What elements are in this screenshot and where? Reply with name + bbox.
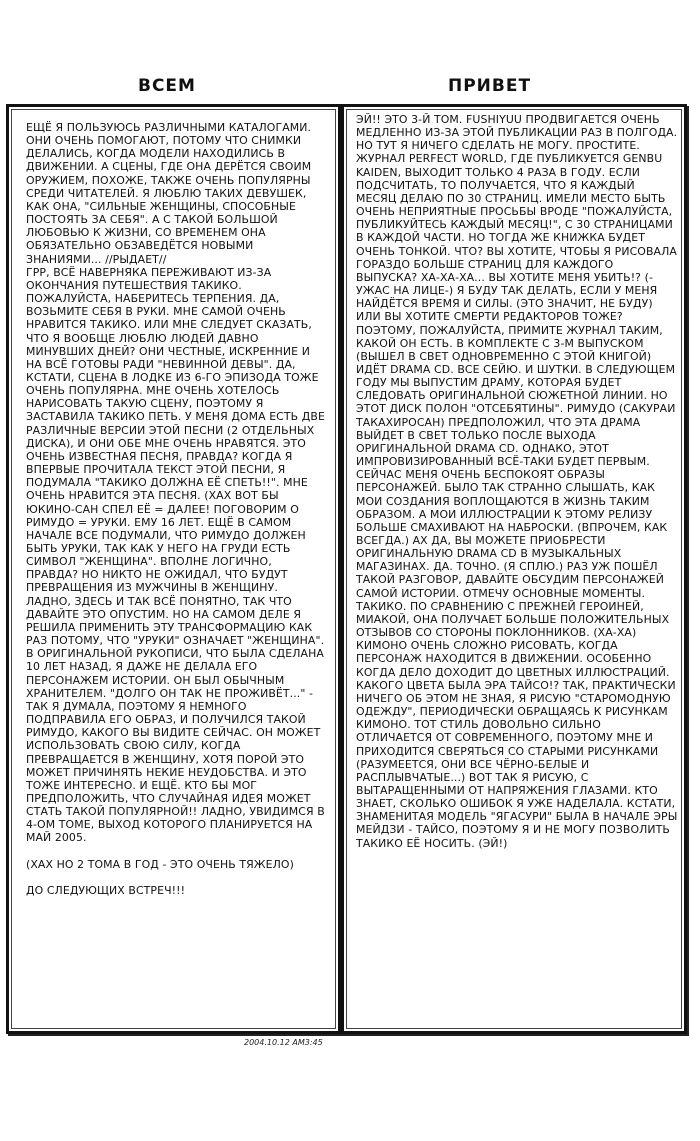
left-heading: ВСЕМ bbox=[138, 76, 196, 96]
left-paragraph-2: ГРР, ВСЁ НАВЕРНЯКА ПЕРЕЖИВАЮТ ИЗ-ЗА ОКОНЧАНИЯ ПУТЕШЕСТВИЯ ТАКИКО. ПОЖАЛУЙСТА, НАБЕРИТЕСЬ ТЕРПЕНИЯ. ДА, ВОЗЬМИТЕ СЕБЯ В РУКИ. МНЕ САМОЙ ОЧЕНЬ НРАВИТСЯ ТАКИКО. ИЛИ МНЕ СЛЕДУЕТ СКАЗАТЬ, ЧТО Я ВООБЩЕ ЛЮБЛЮ ЛЮДЕЙ ДАВНО МИНУВШИХ ДНЕЙ? ОНИ ЧЕСТНЫЕ, ИСКРЕННИЕ И НА ВСЁ ГОТОВЫ РАДИ "НЕВИННОЙ ДЕВЫ". ДА, КСТАТИ, СЦЕНА В ЛОДКЕ ИЗ 6-ГО ЭПИЗОДА ТОЖЕ ОЧЕНЬ ПОПУЛЯРНА. МНЕ ОЧЕНЬ ХОТЕЛОСЬ НАРИСОВАТЬ ТАКУЮ СЦЕНУ, ПОЭТОМУ Я ЗАСТАВИЛА ТАКИКО ПЕТЬ. У МЕНЯ ДОМА ЕСТЬ ДВЕ РАЗЛИЧНЫЕ ВЕРСИИ ЭТОЙ ПЕСНИ (2 ОТДЕЛЬНЫХ ДИСКА), И ОНИ ОБЕ МНЕ ОЧЕНЬ НРАВЯТСЯ. ЭТО ОЧЕНЬ ИЗВЕСТНАЯ ПЕСНЯ, ПРАВДА? КОГДА Я ВПЕРВЫЕ ПРОЧИТАЛА ТЕКСТ ЭТОЙ ПЕСНИ, Я ПОДУМАЛА "ТАКИКО ДОЛЖНА ЕЁ СПЕТЬ!!". МНЕ ОЧЕНЬ НРАВИТСЯ ЭТА ПЕСНЯ. (ХАХ ВОТ БЫ ЮКИНО-САН СПЕЛ ЕЁ = ДАЛЕЕ! ПОГОВОРИМ О РИМУДО = УРУКИ. ЕМУ 16 ЛЕТ. ЕЩЁ В САМОМ НАЧАЛЕ ВСЕ ПОДУМАЛИ, ЧТО РИМУДО ДОЛЖЕН БЫТЬ УРУКИ, ТАК КАК У НЕГО НА ГРУДИ ЕСТЬ СИМВОЛ "ЖЕНЩИНА". ВПОЛНЕ ЛОГИЧНО, ПРАВДА? НО НИКТО НЕ ОЖИДАЛ, ЧТО БУДУТ ПРЕВРАЩЕНИЯ ИЗ МУЖЧИНЫ В ЖЕНЩИНУ. ЛАДНО, ЗДЕСЬ И ТАК ВСЁ ПОНЯТНО, ТАК ЧТО ДАВАЙТЕ ЭТО ОПУСТИМ. НО НА САМОМ ДЕЛЕ Я РЕШИЛА ПРИМЕНИТЬ ЭТУ ТРАНСФОРМАЦИЮ КАК РАЗ ПОТОМУ, ЧТО "УРУКИ" ОЗНАЧАЕТ "ЖЕНЩИНА". В ОРИГИНАЛЬНОЙ РУКОПИСИ, ЧТО БЫЛА СДЕЛАНА 10 ЛЕТ НАЗАД, Я ДАЖЕ НЕ ДЕЛАЛА ЕГО ПЕРСОНАЖЕМ ИСТОРИИ. ОН БЫЛ ОБЫЧНЫМ ХРАНИТЕЛЕМ. "ДОЛГО ОН ТАК НЕ ПРОЖИВЁТ..." - ТАК Я ДУМАЛА, ПОЭТОМУ Я НЕМНОГО ПОДПРАВИЛА ЕГО ОБРАЗ, И ПОЛУЧИЛСЯ ТАКОЙ РИМУДО, КАКОГО ВЫ ВИДИТЕ СЕЙЧАС. ОН МОЖЕТ ИСПОЛЬЗОВАТЬ СВОЮ СИЛУ, КОГДА ПРЕВРАЩАЕТСЯ В ЖЕНЩИНУ, ХОТЯ ПОРОЙ ЭТО МОЖЕТ ПРИЧИНЯТЬ НЕКИЕ НЕУДОБСТВА. И ЭТО ТОЖЕ ИНТЕРЕСНО. И ЕЩЁ. КТО БЫ МОГ ПРЕДПОЛОЖИТЬ, ЧТО СЛУЧАЙНАЯ ИДЕЯ МОЖЕТ СТАТЬ ТАКОЙ ПОПУЛЯРНОЙ!! ЛАДНО, УВИДИМСЯ В 4-ОМ ТОМЕ, ВЫХОД КОТОРОГО ПЛАНИРУЕТСЯ НА МАЙ 2005. bbox=[26, 265, 325, 845]
left-paragraph-1: ЕЩЁ Я ПОЛЬЗУЮСЬ РАЗЛИЧНЫМИ КАТАЛОГАМИ. ОНИ ОЧЕНЬ ПОМОГАЮТ, ПОТОМУ ЧТО СНИМКИ ДЕЛАЛИСЬ, КОГДА МОДЕЛИ НАХОДИЛИСЬ В ДВИЖЕНИИ. А СЦЕНЫ, ГДЕ ОНА ДЕРЁТСЯ СВОИМ ОРУЖИЕМ, ПОХОЖЕ, ТАКЖЕ ОЧЕНЬ ПОПУЛЯРНЫ СРЕДИ ЧИТАТЕЛЕЙ. Я ЛЮБЛЮ ТАКИХ ДЕВУШЕК, КАК ОНА, "СИЛЬНЫЕ ЖЕНЩИНЫ, СПОСОБНЫЕ ПОСТОЯТЬ ЗА СЕБЯ". А С ТАКОЙ БОЛЬШОЙ ЛЮБОВЬЮ К ЖИЗНИ, СО ВРЕМЕНЕМ ОНА ОБЯЗАТЕЛЬНО ОБЗАВЕДЁТСЯ НОВЫМИ ЗНАНИЯМИ... //РЫДАЕТ// bbox=[26, 121, 312, 266]
left-text-panel bbox=[6, 104, 341, 1034]
timestamp: 2004.10.12 AM3:45 bbox=[244, 1038, 323, 1047]
left-column-text bbox=[26, 121, 326, 1026]
right-column-text bbox=[356, 113, 678, 1028]
right-paragraph-1: ЭЙ!! ЭТО 3-Й ТОМ. FUSHIYUU ПРОДВИГАЕТСЯ ОЧЕНЬ МЕДЛЕННО ИЗ-ЗА ЭТОЙ ПУБЛИКАЦИИ РАЗ В ПОЛГОДА. НО ТУТ Я НИЧЕГО СДЕЛАТЬ НЕ МОГУ. ПРОСТИТЕ. ЖУРНАЛ PERFECT WORLD, ГДЕ ПУБЛИКУЕТСЯ GENBU KAIDEN, ВЫХОДИТ ТОЛЬКО 4 РАЗА В ГОДУ. ЕСЛИ ПОДСЧИТАТЬ, ТО ПОЛУЧАЕТСЯ, ЧТО Я КАЖДЫЙ МЕСЯЦ ДЕЛАЮ ПО 30 СТРАНИЦ. ИМЕЛИ МЕСТО БЫТЬ ОЧЕНЬ НЕПРИЯТНЫЕ ПРОСЬБЫ ВРОДЕ "ПОЖАЛУЙСТА, ПУБЛИКУЙТЕСЬ КАЖДЫЙ МЕСЯЦ!", С 30 СТРАНИЦАМИ В КАЖДОЙ ЧАСТИ. НО ТОГДА ЖЕ КНИЖКА БУДЕТ ОЧЕНЬ ТОНКОЙ. ЧТО? ВЫ ХОТИТЕ, ЧТОБЫ Я РИСОВАЛА ГОРАЗДО БОЛЬШЕ СТРАНИЦ ДЛЯ КАЖДОГО ВЫПУСКА? ХА-ХА-ХА... ВЫ ХОТИТЕ МЕНЯ УБИТЬ!? (-УЖАС НА ЛИЦЕ-) Я БУДУ ТАК ДЕЛАТЬ, ЕСЛИ У МЕНЯ НАЙДЁТСЯ ВРЕМЯ И СИЛЫ. (ЭТО ЗНАЧИТ, НЕ БУДУ) ИЛИ ВЫ ХОТИТЕ СМЕРТИ РЕДАКТОРОВ ТОЖЕ? ПОЭТОМУ, ПОЖАЛУЙСТА, ПРИМИТЕ ЖУРНАЛ ТАКИМ, КАКОЙ ОН ЕСТЬ. В КОМПЛЕКТЕ С 3-М ВЫПУСКОМ (ВЫШЕЛ В СВЕТ ОДНОВРЕМЕННО С ЭТОЙ КНИГОЙ) ИДЁТ DRAMA CD. ВСЕ СЕЙЮ. И ШУТКИ. В СЛЕДУЮЩЕМ ГОДУ МЫ ВЫПУСТИМ ДРАМУ, КОТОРАЯ БУДЕТ СЛЕДОВАТЬ ОРИГИНАЛЬНОЙ СЮЖЕТНОЙ ЛИНИИ. НО ЭТОТ ДИСК ПОЛОН "ОТСЕБЯТИНЫ". РИМУДО (САКУРАИ ТАКАХИРОСАН) ПРЕДПОЛОЖИЛ, ЧТО ЭТА ДРАМА ВЫЙДЕТ В СВЕТ ТОЛЬКО ПОСЛЕ ВЫХОДА ОРИГИНАЛЬНОЙ DRAMA CD. ОДНАКО, ЭТОТ ИМПРОВИЗИРОВАННЫЙ ВСЁ-ТАКИ БУДЕТ ПЕРВЫМ. СЕЙЧАС МЕНЯ ОЧЕНЬ БЕСПОКОЯТ ОБРАЗЫ ПЕРСОНАЖЕЙ. БЫЛО ТАК СТРАННО СЛЫШАТЬ, КАК МОИ СОЗДАНИЯ ВОПЛОЩАЮТСЯ В ЖИЗНЬ ТАКИМ ОБРАЗОМ. А МОИ ИЛЛЮСТРАЦИИ К ЭТОМУ РЕЛИЗУ БОЛЬШЕ СМАХИВАЮТ НА НАБРОСКИ. (ВПРОЧЕМ, КАК ВСЕГДА.) АХ ДА, ВЫ МОЖЕТЕ ПРИОБРЕСТИ ОРИГИНАЛЬНУЮ DRAMA CD В МУЗЫКАЛЬНЫХ МАГАЗИНАХ. ДА. ТОЧНО. (Я СПЛЮ.) РАЗ УЖ ПОШЁЛ ТАКОЙ РАЗГОВОР, ДАВАЙТЕ ОБСУДИМ ПЕРСОНАЖЕЙ САМОЙ ИСТОРИИ. ОТМЕЧУ ОСНОВНЫЕ МОМЕНТЫ. ТАКИКО. ПО СРАВНЕНИЮ С ПРЕЖНЕЙ ГЕРОИНЕЙ, МИАКОЙ, ОНА ПОЛУЧАЕТ БОЛЬШЕ ПОЛОЖИТЕЛЬНЫХ ОТЗЫВОВ СО СТОРОНЫ ПОКЛОННИКОВ. (ХА-ХА) КИМОНО ОЧЕНЬ СЛОЖНО РИСОВАТЬ, КОГДА ПЕРСОНАЖ НАХОДИТСЯ В ДВИЖЕНИИ. ОСОБЕННО КОГДА ДЕЛО ДОХОДИТ ДО ЦВЕТНЫХ ИЛЛЮСТРАЦИЙ. КАКОГО ЦВЕТА БЫЛА ЭРА ТАЙСО!? ТАК, ПРАКТИЧЕСКИ НИЧЕГО ОБ ЭТОМ НЕ ЗНАЯ, Я РИСУЮ "СТАРОМОДНУЮ ОДЕЖДУ", ПЕРИОДИЧЕСКИ ОБРАЩАЯСЬ К РИСУНКАМ КИМОНО. ТОТ СТИЛЬ ДОВОЛЬНО СИЛЬНО ОТЛИЧАЕТСЯ ОТ СОВРЕМЕННОГО, ПОЭТОМУ МНЕ И ПРИХОДИТСЯ СВЕРЯТЬСЯ СО СТАРЫМИ РИСУНКАМИ (РАЗУМЕЕТСЯ, ОНИ ВСЕ ЧЁРНО-БЕЛЫЕ И РАСПЛЫВЧАТЫЕ...) ВОТ ТАК Я РИСУЮ, С ВЫТАРАЩЕННЫМИ ОТ НАПРЯЖЕНИЯ ГЛАЗАМИ. КТО ЗНАЕТ, СКОЛЬКО ОШИБОК Я УЖЕ НАДЕЛАЛА. КСТАТИ, ЗНАМЕНИТАЯ МОДЕЛЬ "ЯГАСУРИ" БЫЛА В НАЧАЛЕ ЭРЫ МЕЙДЗИ - ТАЙСО, ПОЭТОМУ Я И НЕ МОГУ ПОЗВОЛИТЬ ТАКИКО ЕЁ НОСИТЬ. (ЭЙ!) bbox=[356, 113, 678, 850]
right-heading: ПРИВЕТ bbox=[448, 76, 532, 96]
paragraph-spacer bbox=[26, 845, 326, 858]
left-paragraph-4: ДО СЛЕДУЮЩИХ ВСТРЕЧ!!! bbox=[26, 883, 186, 897]
right-text-panel bbox=[341, 104, 687, 1034]
paragraph-spacer bbox=[26, 871, 326, 884]
left-paragraph-3: (ХАХ НО 2 ТОМА В ГОД - ЭТО ОЧЕНЬ ТЯЖЕЛО) bbox=[26, 857, 294, 871]
